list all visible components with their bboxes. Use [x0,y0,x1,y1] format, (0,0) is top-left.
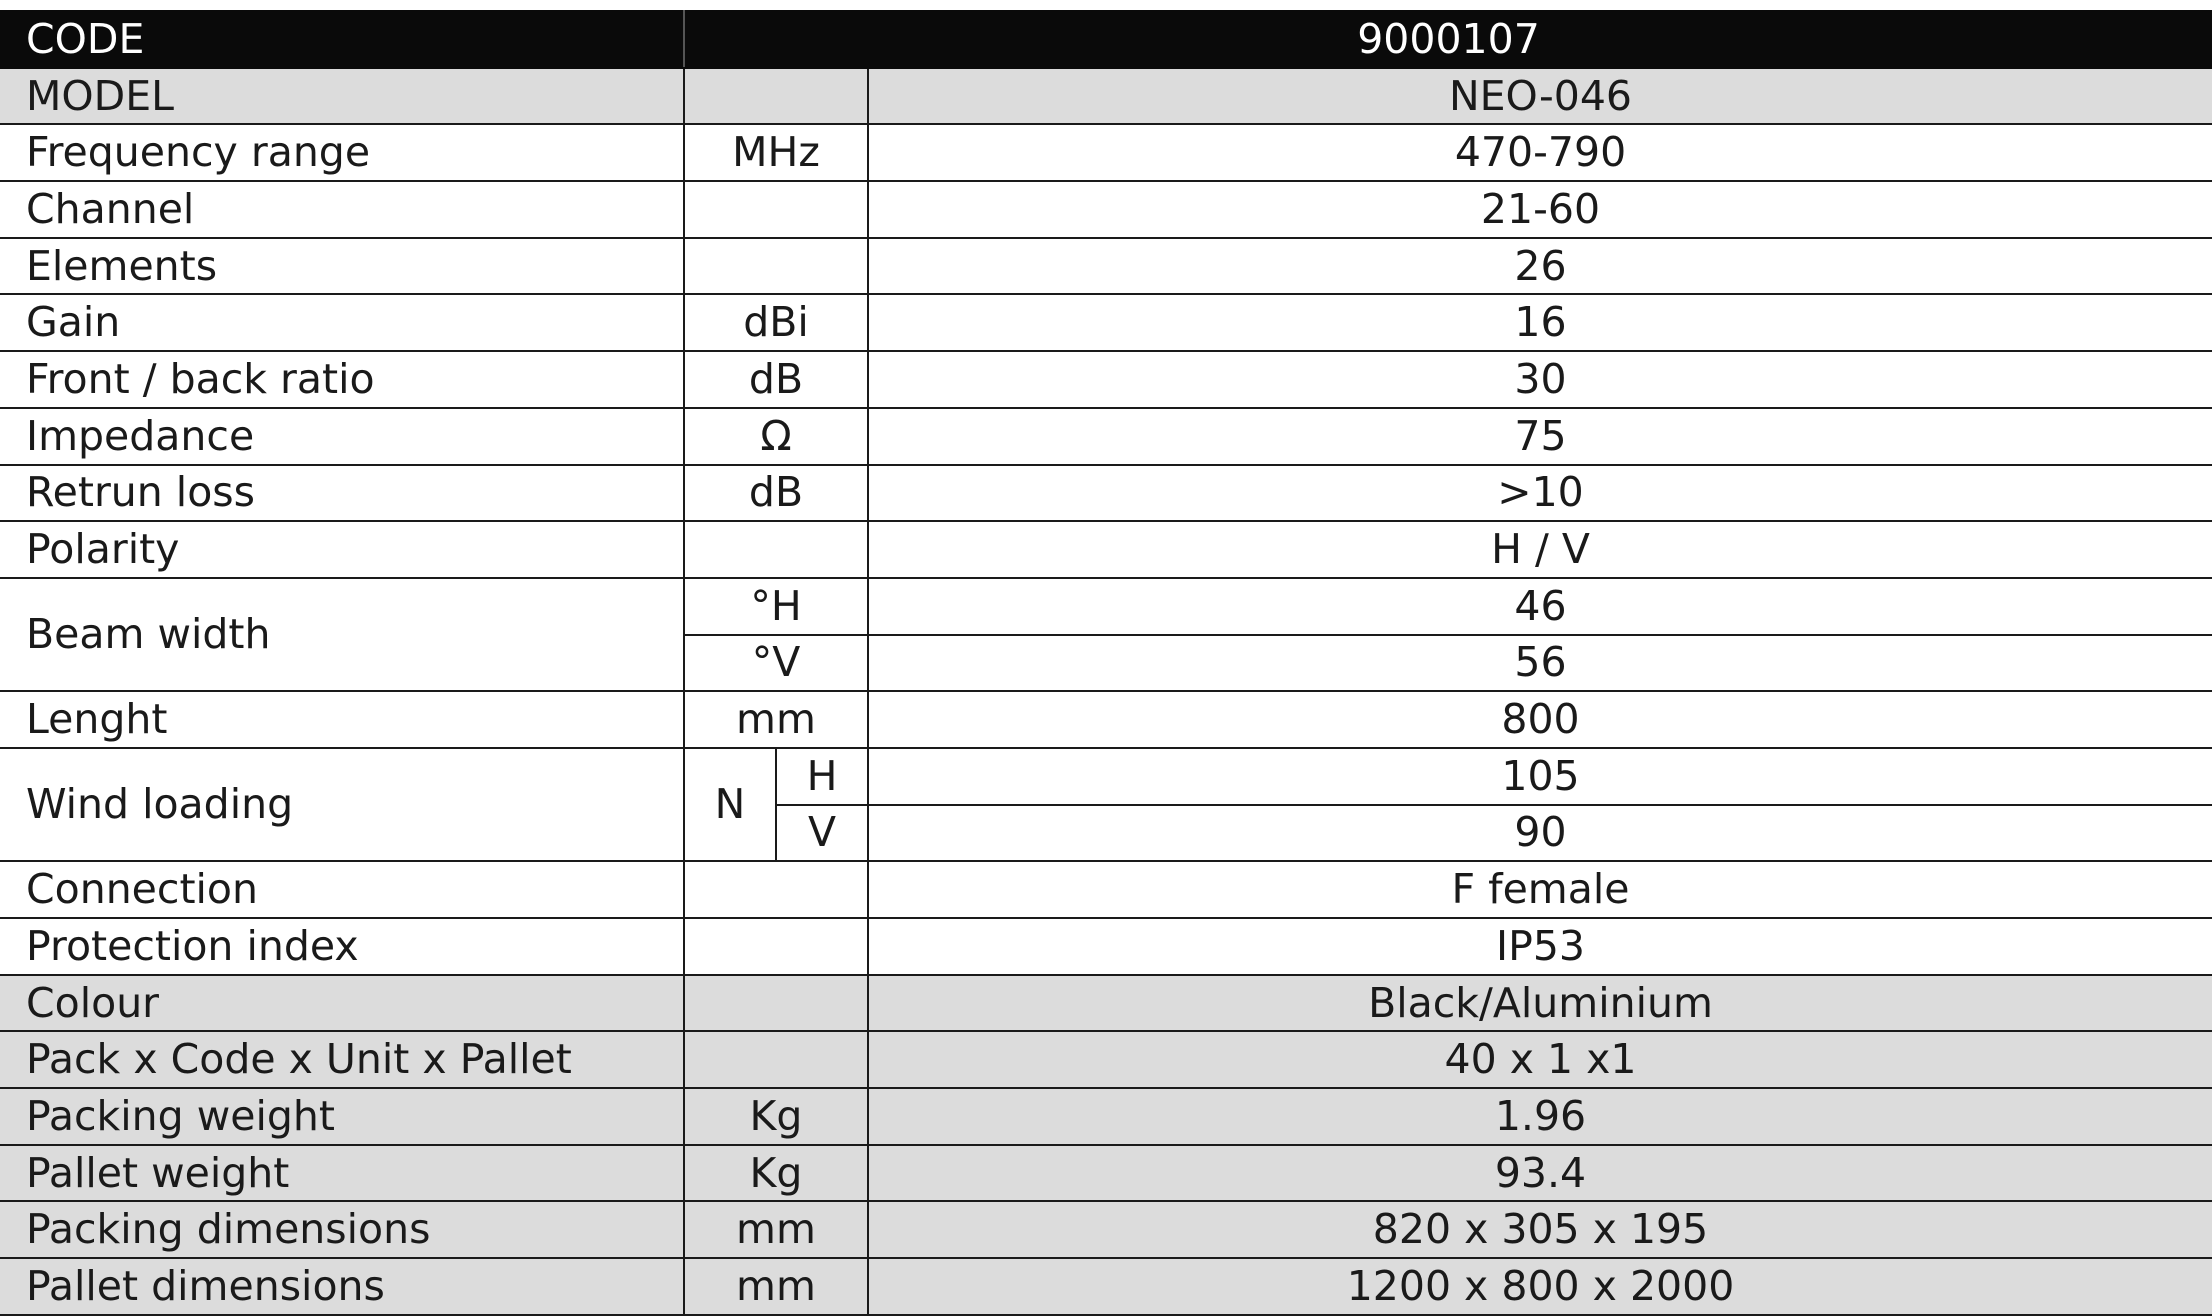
wind-loading-v-sub: V [776,805,868,862]
spec-row-packing-dimensions [0,1201,2212,1258]
wind-loading-h-sub: H [776,748,868,805]
wind-loading-unit: N [684,748,776,861]
connection-value: F female [868,861,2212,918]
length-value: 800 [868,691,2212,748]
front-back-unit: dB [684,351,868,408]
packing-dimensions-label: Packing dimensions [0,1201,684,1258]
pallet-dimensions-label: Pallet dimensions [0,1258,684,1315]
pallet-weight-value: 93.4 [868,1145,2212,1202]
spec-row-frequency [0,124,2212,181]
protection-unit [684,918,868,975]
beam-width-h-value: 46 [868,578,2212,635]
spec-row-beam-width-h [0,578,2212,635]
spec-row-connection [0,861,2212,918]
spec-row-length [0,691,2212,748]
spec-row-pallet-weight [0,1145,2212,1202]
pack-label: Pack x Code x Unit x Pallet [0,1031,684,1088]
model-row [0,68,2212,125]
model-unit [684,68,868,125]
wind-loading-v-value: 90 [868,805,2212,862]
spec-row-polarity [0,521,2212,578]
channel-unit [684,181,868,238]
impedance-unit: Ω [684,408,868,465]
spec-row-channel [0,181,2212,238]
spec-table [0,10,2212,1316]
gain-unit: dBi [684,294,868,351]
model-label: MODEL [0,68,684,125]
return-loss-unit: dB [684,465,868,522]
spec-row-gain [0,294,2212,351]
polarity-label: Polarity [0,521,684,578]
beam-width-v-unit: °V [684,635,868,692]
spec-row-front-back [0,351,2212,408]
return-loss-label: Retrun loss [0,465,684,522]
polarity-value: H / V [868,521,2212,578]
pallet-weight-label: Pallet weight [0,1145,684,1202]
pack-value: 40 x 1 x1 [868,1031,2212,1088]
colour-value: Black/Aluminium [868,975,2212,1032]
packing-weight-label: Packing weight [0,1088,684,1145]
protection-label: Protection index [0,918,684,975]
front-back-label: Front / back ratio [0,351,684,408]
code-row [0,11,2212,68]
wind-loading-h-value: 105 [868,748,2212,805]
return-loss-value: >10 [868,465,2212,522]
colour-label: Colour [0,975,684,1032]
beam-width-label: Beam width [0,578,684,691]
spec-row-protection [0,918,2212,975]
model-value: NEO-046 [868,68,2212,125]
spec-row-elements [0,238,2212,295]
spec-row-pallet-dimensions [0,1258,2212,1315]
code-label: CODE [0,11,684,68]
packing-weight-unit: Kg [684,1088,868,1145]
elements-label: Elements [0,238,684,295]
elements-unit [684,238,868,295]
pallet-dimensions-unit: mm [684,1258,868,1315]
code-value: 9000107 [684,11,2212,68]
connection-label: Connection [0,861,684,918]
connection-unit [684,861,868,918]
wind-loading-label: Wind loading [0,748,684,861]
pallet-dimensions-value: 1200 x 800 x 2000 [868,1258,2212,1315]
frequency-label: Frequency range [0,124,684,181]
length-unit: mm [684,691,868,748]
spec-row-colour [0,975,2212,1032]
front-back-value: 30 [868,351,2212,408]
channel-label: Channel [0,181,684,238]
spec-row-pack [0,1031,2212,1088]
frequency-value: 470-790 [868,124,2212,181]
polarity-unit [684,521,868,578]
spec-row-impedance [0,408,2212,465]
colour-unit [684,975,868,1032]
pallet-weight-unit: Kg [684,1145,868,1202]
frequency-unit: MHz [684,124,868,181]
impedance-value: 75 [868,408,2212,465]
gain-label: Gain [0,294,684,351]
packing-dimensions-value: 820 x 305 x 195 [868,1201,2212,1258]
length-label: Lenght [0,691,684,748]
packing-dimensions-unit: mm [684,1201,868,1258]
packing-weight-value: 1.96 [868,1088,2212,1145]
spec-row-wind-loading-h [0,748,2212,805]
pack-unit [684,1031,868,1088]
gain-value: 16 [868,294,2212,351]
spec-row-return-loss [0,465,2212,522]
beam-width-v-value: 56 [868,635,2212,692]
impedance-label: Impedance [0,408,684,465]
channel-value: 21-60 [868,181,2212,238]
protection-value: IP53 [868,918,2212,975]
spec-row-packing-weight [0,1088,2212,1145]
beam-width-h-unit: °H [684,578,868,635]
elements-value: 26 [868,238,2212,295]
